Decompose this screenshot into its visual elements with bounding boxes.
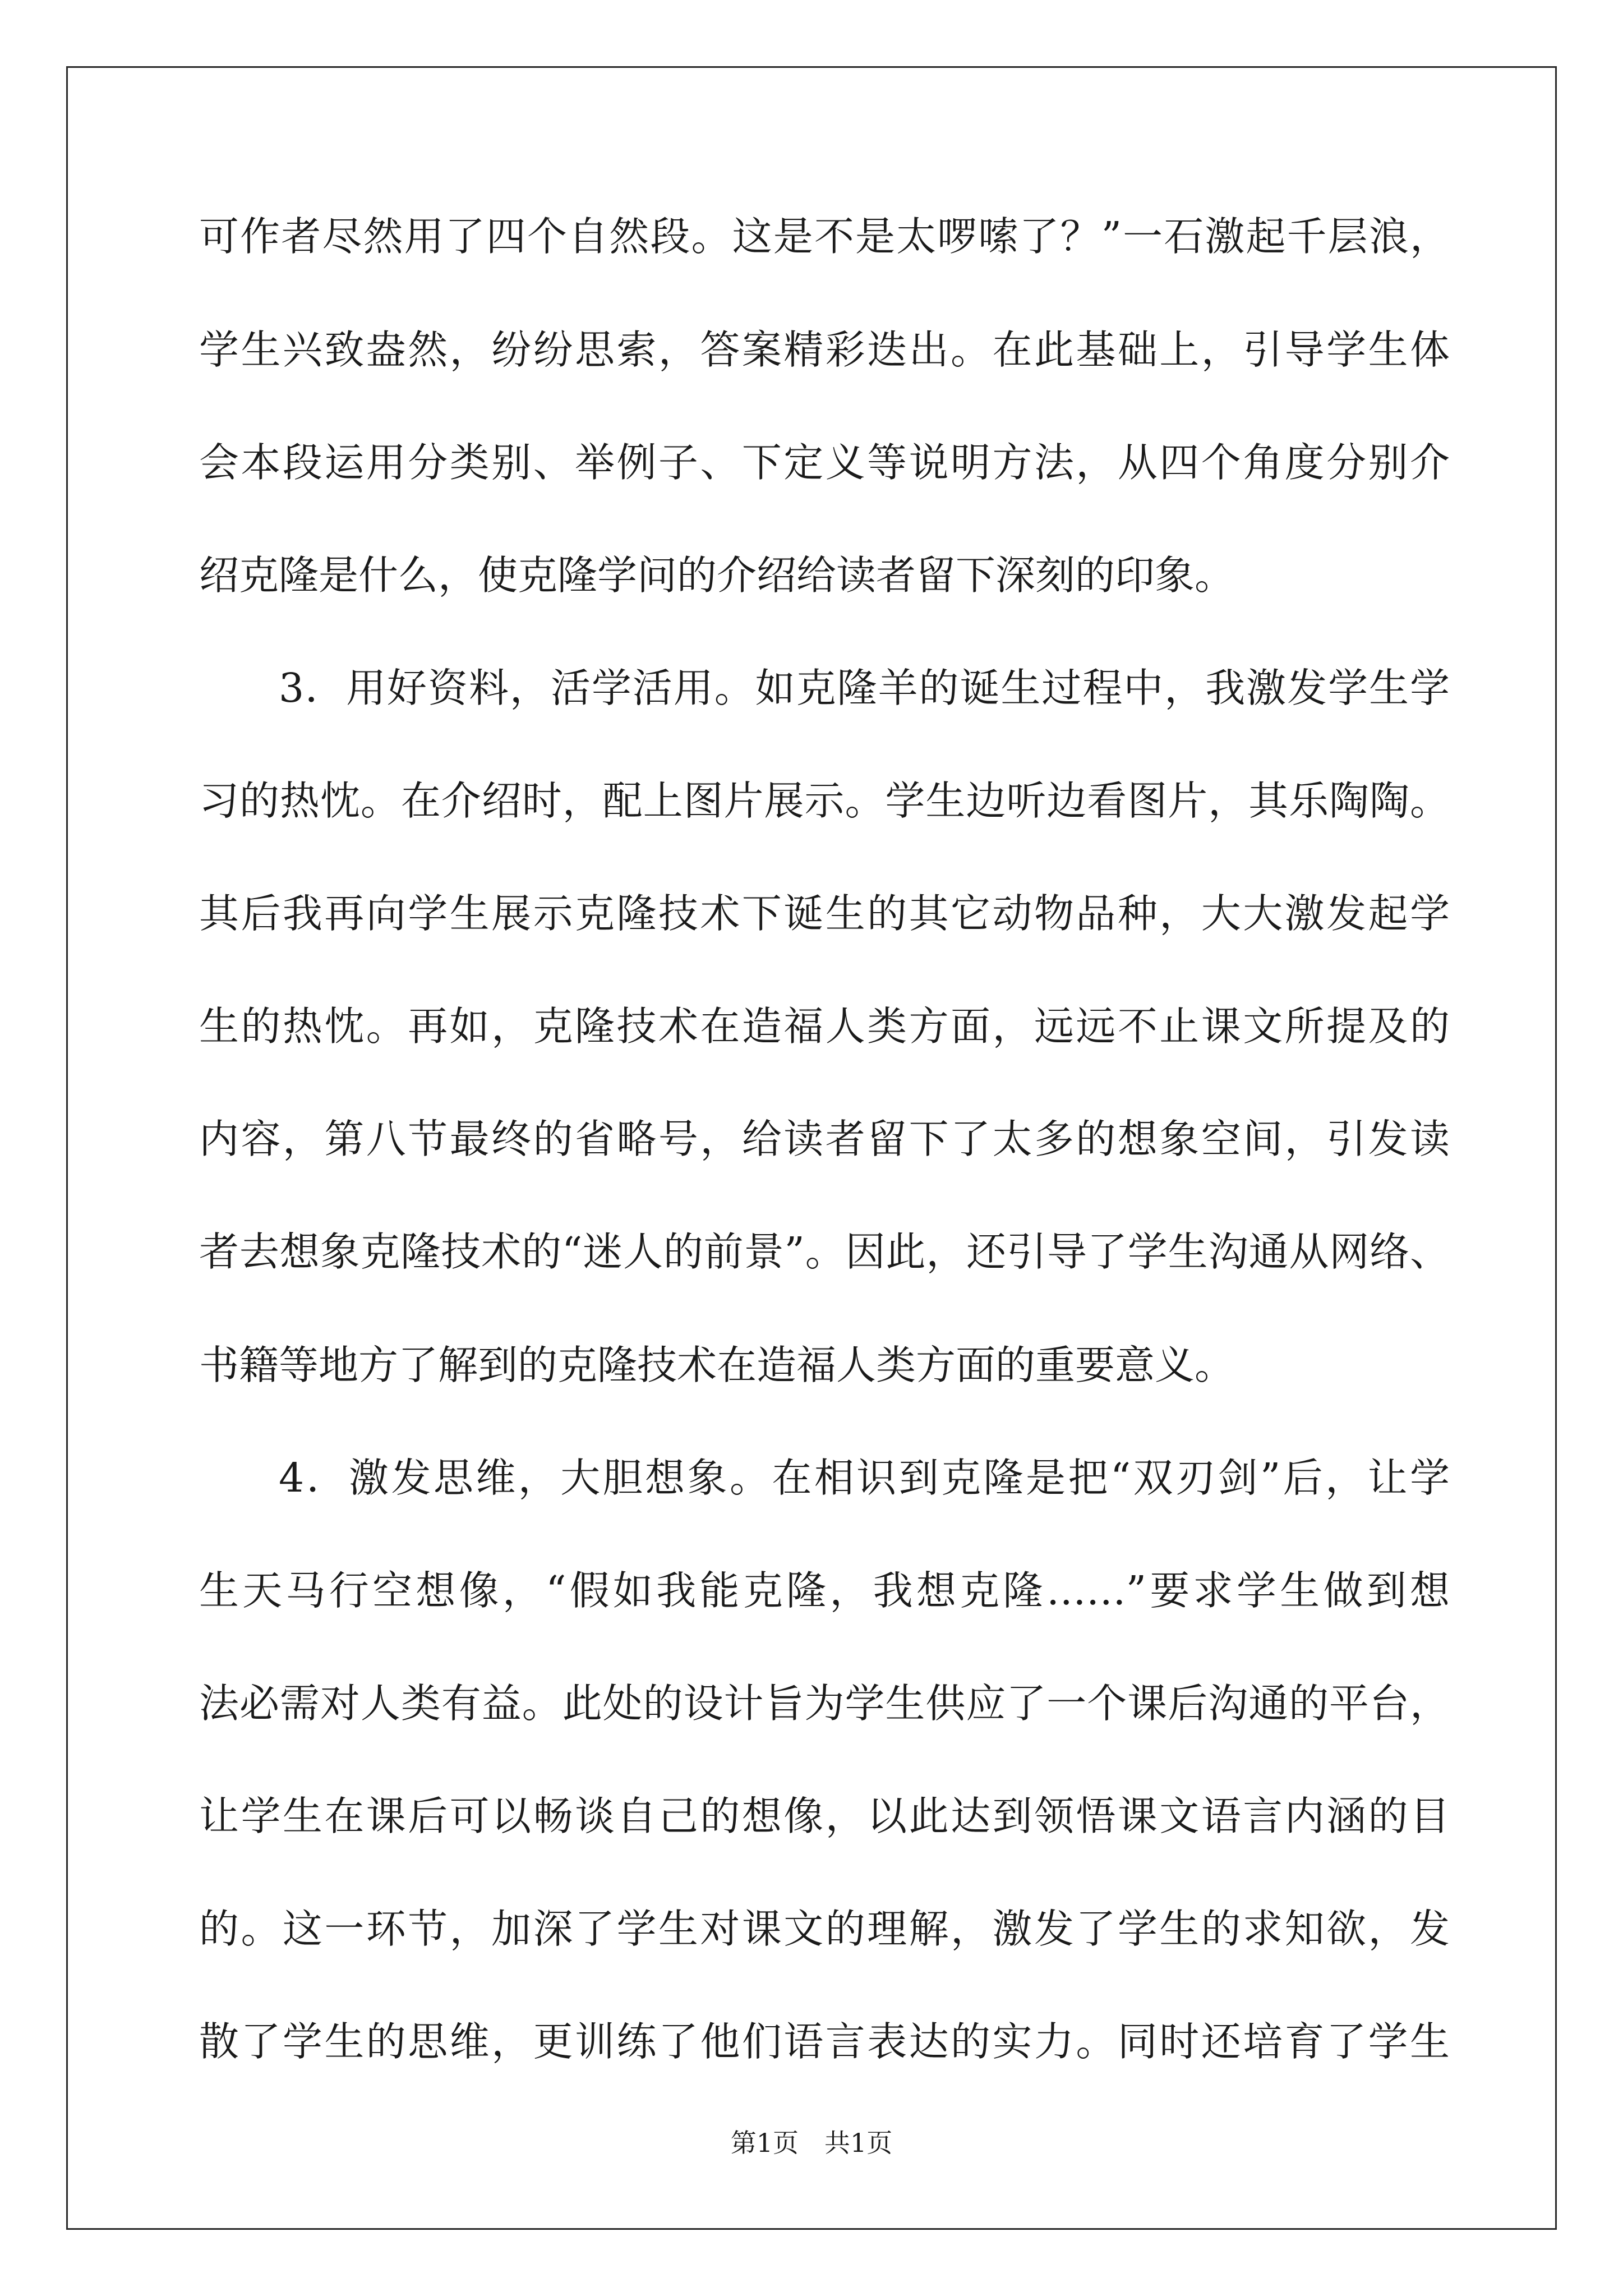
page-footer (0, 2126, 1623, 2160)
paragraph-3-start: 3．用好资料，活学活用。如克隆羊的诞生过程中，我激发学生学 (279, 665, 1450, 711)
text-line: 的。这一环节，加深了学生对课文的理解，激发了学生的求知欲，发 (199, 1906, 1450, 1952)
text-line: 会本段运用分类别、举例子、下定义等说明方法，从四个角度分别介 (199, 439, 1450, 486)
text-line: 内容，第八节最终的省略号，给读者留下了太多的想象空间，引发读 (199, 1116, 1450, 1162)
paragraph-4-start: 4．激发思维，大胆想象。在相识到克隆是把“双刃剑”后，让学 (279, 1455, 1450, 1501)
text-line: 生天马行空想像，“假如我能克隆，我想克隆……”要求学生做到想 (199, 1567, 1450, 1614)
text-line: 习的热忱。在介绍时，配上图片展示。学生边听边看图片，其乐陶陶。 (199, 777, 1450, 824)
text-line: 书籍等地方了解到的克隆技术在造福人类方面的重要意义。 (199, 1342, 1235, 1388)
text-line: 者去想象克隆技术的“迷人的前景”。因此，还引导了学生沟通从网络、 (199, 1228, 1450, 1275)
text-line: 散了学生的思维，更训练了他们语言表达的实力。同时还培育了学生 (199, 2018, 1450, 2065)
text-line: 绍克隆是什么，使克隆学问的介绍给读者留下深刻的印象。 (199, 552, 1235, 599)
text-line: 其后我再向学生展示克隆技术下诞生的其它动物品种，大大激发起学 (199, 890, 1450, 937)
text-line: 法必需对人类有益。此处的设计旨为学生供应了一个课后沟通的平台， (199, 1680, 1450, 1727)
page-total: 共1页 (824, 2128, 893, 2158)
text-line: 学生兴致盎然，纷纷思索，答案精彩迭出。在此基础上，引导学生体 (199, 326, 1450, 373)
page-number: 第1页 (730, 2128, 799, 2158)
text-line: 让学生在课后可以畅谈自己的想像，以此达到领悟课文语言内涵的目 (199, 1793, 1450, 1839)
text-line: 生的热忱。再如，克隆技术在造福人类方面，远远不止课文所提及的 (199, 1003, 1450, 1050)
text-line: 可作者尽然用了四个自然段。这是不是太啰嗦了？”一石激起千层浪， (199, 213, 1450, 260)
